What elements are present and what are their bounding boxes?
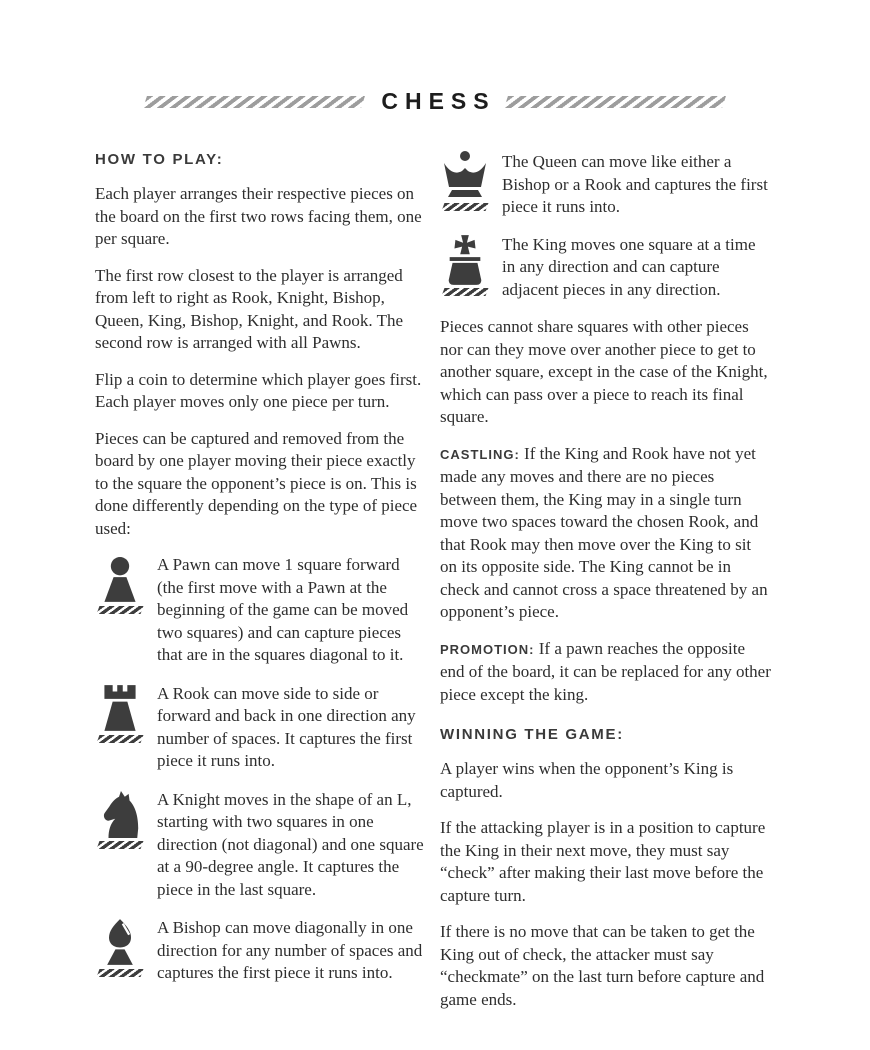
king-figure: [440, 234, 490, 302]
movement-restrictions-paragraph: Pieces cannot share squares with other pieces nor can they move over another piece to get to another square, except in the case of the Knight, which can pass over a piece to reach its final square.: [440, 317, 768, 426]
bishop-figure: [95, 917, 145, 985]
page-header: [145, 88, 724, 115]
castling-label: CASTLING:: [440, 446, 520, 462]
rook-rule-item: [95, 683, 427, 773]
pawn-base-hatch: [97, 606, 144, 614]
left-stripes-decoration: [143, 96, 365, 108]
page-title: CHESS: [381, 88, 496, 114]
how-to-play-heading: HOW TO PLAY:: [95, 151, 224, 168]
promotion-text: If a pawn reaches the opposite end of the board, it can be replaced for any other piece except the king.: [440, 638, 771, 704]
king-base-hatch: [442, 288, 489, 296]
castling-text: If the King and Rook have not yet made any moves and there are no pieces between them, the King may in a single turn move two spaces toward the chosen Rook, and that Rook may then move over the King to sit on its opposite side. The King cannot be in check and cannot cross a space threatened by an opponent’s piece.: [440, 443, 768, 621]
win-condition-paragraph: A player wins when the opponent’s King is captured.: [440, 759, 734, 801]
queen-icon: [441, 151, 489, 201]
two-column-layout: [95, 151, 772, 1025]
castling-paragraph: [440, 443, 772, 624]
pawn-rule-text: A Pawn can move 1 square forward (the first move with a Pawn at the beginning of the game can be moved two squares) and can capture pieces that are in the squares diagonal to it.: [157, 555, 409, 664]
rook-rule-text: A Rook can move side to side or forward and back in one direction any number of spaces. It captures the first piece it runs into.: [157, 683, 416, 770]
queen-figure: [440, 151, 490, 219]
capturing-paragraph: Pieces can be captured and removed from the board by one player moving their piece exactly to the square the opponent’s piece is on. This is done differently depending on the type of piece used:: [95, 428, 418, 538]
knight-rule-item: [95, 789, 427, 902]
left-column: [95, 151, 427, 1025]
pawn-rule-item: [95, 554, 427, 667]
king-rule-text: The King moves one square at a time in any direction and can capture adjacent pieces in any direction.: [502, 234, 756, 299]
knight-figure: [95, 789, 145, 902]
rook-figure: [95, 683, 145, 773]
pawn-figure: [95, 554, 145, 667]
checkmate-paragraph: If there is no move that can be taken to get the King out of check, the attacker must say “checkmate” on the last turn before capture and game ends.: [440, 922, 765, 1009]
king-rule-item: [440, 234, 772, 302]
check-paragraph: If the attacking player is in a position to capture the King in their next move, they must say “check” after making their last move before the capture turn.: [440, 818, 766, 905]
bishop-base-hatch: [97, 969, 144, 977]
queen-rule-text: The Queen can move like either a Bishop or a Rook and captures the first piece it runs into.: [502, 152, 768, 216]
knight-icon: [97, 789, 143, 839]
winning-the-game-heading: WINNING THE GAME:: [440, 726, 624, 743]
setup-paragraph: Each player arranges their respective pieces on the board on the first two rows facing them, one per square.: [95, 184, 422, 248]
knight-base-hatch: [97, 841, 144, 849]
rook-base-hatch: [97, 735, 144, 743]
right-stripes-decoration: [504, 96, 726, 108]
knight-rule-text: A Knight moves in the shape of an L, starting with two squares in one direction (not diagonal) and one square at a 90-degree angle. It captures the piece in the last square.: [157, 789, 424, 899]
rook-icon: [98, 683, 142, 733]
bishop-rule-item: [95, 917, 427, 985]
promotion-label: PROMOTION:: [440, 641, 535, 657]
bishop-rule-text: A Bishop can move diagonally in one direction for any number of spaces and captures the first piece it runs into.: [157, 918, 423, 982]
first-row-paragraph: The first row closest to the player is arranged from left to right as Rook, Knight, Bishop, Queen, King, Bishop, Knight, and Rook. The second row is arranged with all Pawns.: [95, 265, 404, 352]
promotion-paragraph: [440, 638, 772, 707]
queen-base-hatch: [442, 203, 489, 211]
king-icon: [442, 234, 488, 286]
pawn-icon: [98, 554, 142, 604]
coin-flip-paragraph: Flip a coin to determine which player goes first. Each player moves only one piece per turn.: [95, 369, 422, 411]
bishop-icon: [98, 917, 142, 967]
queen-rule-item: [440, 151, 772, 219]
right-column: [440, 151, 772, 1025]
